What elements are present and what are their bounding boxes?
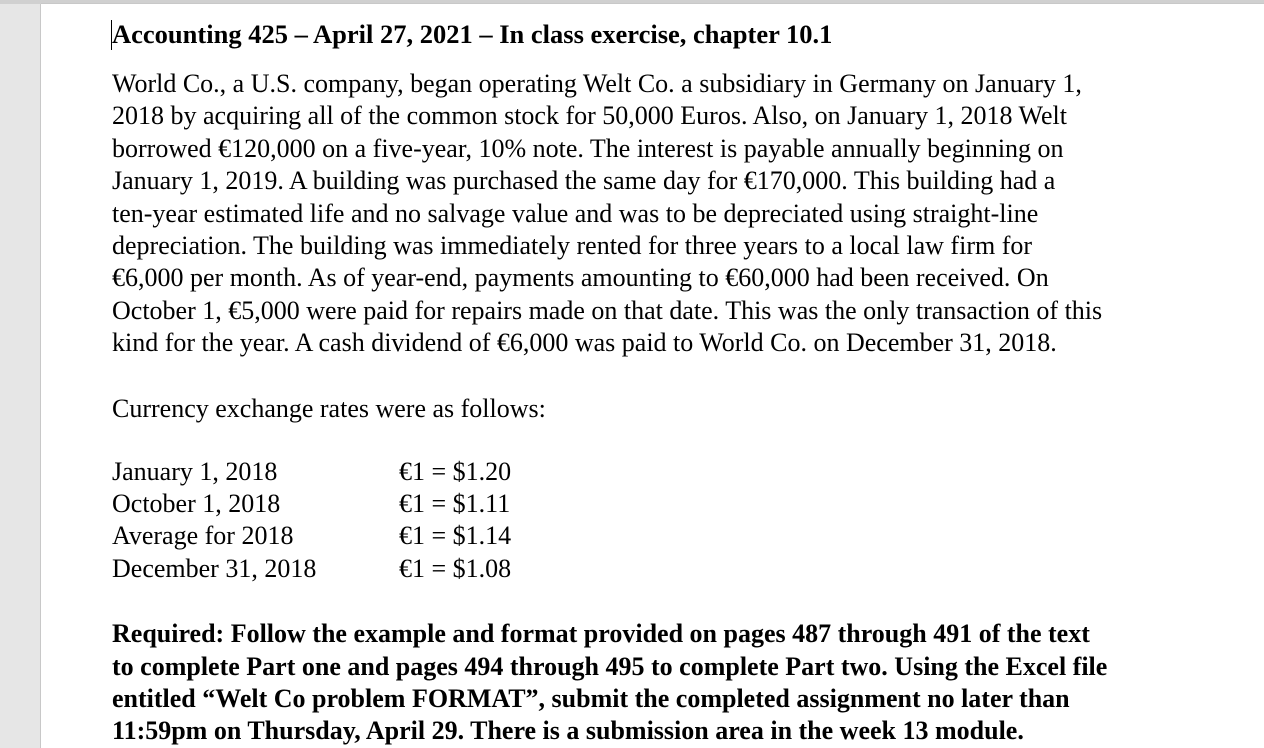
rate-value: €1 = $1.14 (399, 521, 512, 551)
document-page[interactable] (41, 4, 1264, 748)
rate-date: October 1, 2018 (112, 489, 281, 519)
paragraph-line: ten-year estimated life and no salvage value and was to be depreciated using straight-line (112, 198, 1039, 228)
paragraph-line: 2018 by acquiring all of the common stock for 50,000 Euros. Also, on January 1, 2018 Welt (112, 101, 1067, 131)
paragraph-line: October 1, €5,000 were paid for repairs made on that date. This was the only transaction of this (112, 295, 1103, 325)
document-body (112, 18, 1197, 748)
rate-date: Average for 2018 (112, 521, 294, 551)
rate-row (112, 520, 1197, 552)
paragraph-line: World Co., a U.S. company, began operating Welt Co. a subsidiary in Germany on January 1, (112, 69, 1082, 98)
rate-row (112, 553, 1197, 585)
rate-row (112, 456, 1197, 488)
required-line: 11:59pm on Thursday, April 29. There is a submission area in the week 13 module. (112, 716, 1024, 746)
paragraph-line: €6,000 per month. As of year-end, payments amounting to €60,000 had been received. On (112, 263, 1049, 293)
rate-row (112, 488, 1197, 520)
rate-date: December 31, 2018 (112, 553, 317, 583)
exchange-rates-list (112, 456, 1197, 586)
rate-value: €1 = $1.20 (399, 456, 512, 486)
required-line: to complete Part one and pages 494 through 495 to complete Part two. Using the Excel file (112, 651, 1108, 681)
required-line: Required: Follow the example and format provided on pages 487 through 491 of the text (112, 619, 1090, 649)
rate-value: €1 = $1.11 (399, 489, 511, 519)
required-line: entitled “Welt Co problem FORMAT”, submit the completed assignment no later than (112, 684, 1070, 714)
document-title: Accounting 425 – April 27, 2021 – In class exercise, chapter 10.1 (112, 19, 833, 49)
paragraph-line: depreciation. The building was immediately rented for three years to a local law firm for (112, 231, 1033, 261)
paragraph-line: January 1, 2019. A building was purchased the same day for €170,000. This building had a (112, 166, 1056, 196)
paragraph-line: borrowed €120,000 on a five-year, 10% note. The interest is payable annually beginning on (112, 133, 1064, 163)
rates-intro: Currency exchange rates were as follows: (112, 393, 546, 423)
rate-value: €1 = $1.08 (399, 553, 512, 583)
required-paragraph (112, 618, 1197, 748)
problem-paragraph (112, 68, 1197, 360)
rate-date: January 1, 2018 (112, 456, 278, 486)
paragraph-line: kind for the year. A cash dividend of €6,000 was paid to World Co. on December 31, 2018. (112, 328, 1057, 358)
